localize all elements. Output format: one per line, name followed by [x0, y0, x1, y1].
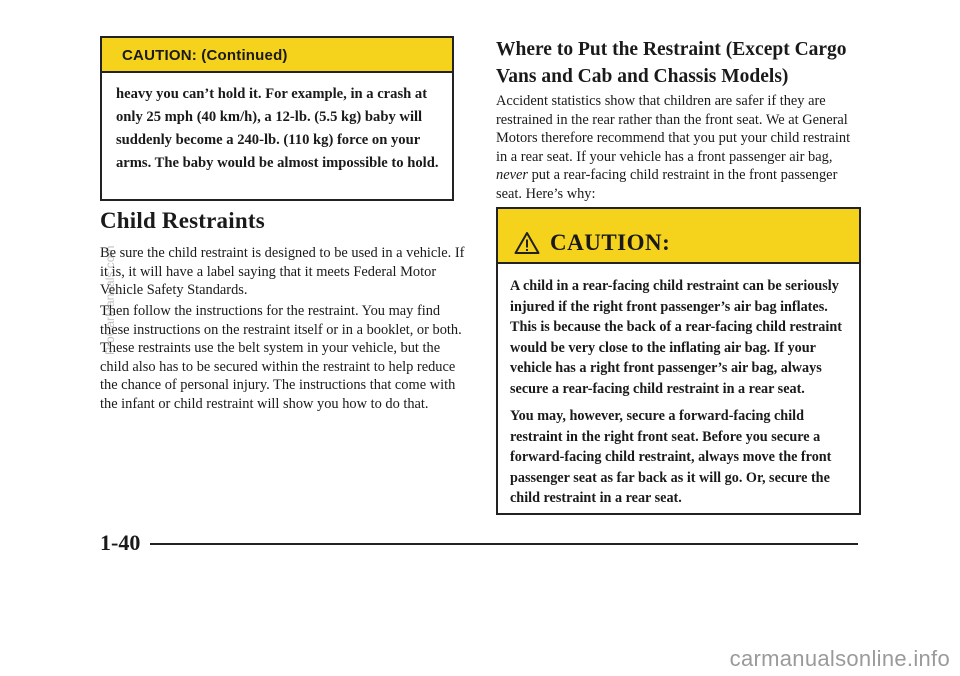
- section-heading-child-restraints: Child Restraints: [100, 208, 265, 233]
- caution-box: [496, 207, 861, 515]
- footer-rule: [150, 543, 858, 545]
- paragraph-text-start: Accident statistics show that children are safer if they are restrained in the rear rather than the front seat. We at General Motors therefore recommend that you put your child restraint in a rear seat. If your vehicle has a front passenger air bag,: [496, 93, 851, 165]
- section-heading-where-to-put: Where to Put the Restraint (Except Cargo Vans and Cab and Chassis Models): [496, 39, 847, 87]
- paragraph-instructions: Then follow the instructions for the restraint. You may find these instructions on the restraint itself or in a booklet, or both. These restraints use the belt system in your vehicle, but the child also has to be secured within the restraint to help reduce the chance of personal injury. The instructions that come with the infant or child restraint will show you how to do that.: [100, 303, 462, 412]
- paragraph-accident-statistics: [496, 92, 864, 204]
- caution-title: CAUTION:: [550, 229, 671, 255]
- caution-paragraph-rear-facing: A child in a rear-facing child restraint can be seriously injured if the right front passenger’s air bag inflates. This is because the back of a rear-facing child restraint would be very close to the inflating air bag. If your vehicle has a right front passenger’s air bag, always secure a rear-facing child restraint in a rear seat.: [510, 278, 842, 397]
- caution-header: [498, 209, 859, 264]
- caution-body: [498, 264, 859, 509]
- bottom-watermark: carmanualsonline.info: [729, 646, 950, 671]
- paragraph-text-end: put a rear-facing child restraint in the front passenger seat. Here’s why:: [496, 167, 838, 202]
- paragraph-label-standards: Be sure the child restraint is designed to be used in a vehicle. If it is, it will have a label saying that it meets Federal Motor Vehicle Safety Standards.: [100, 245, 465, 299]
- emphasis-never: never: [496, 167, 528, 184]
- caution-continued-body: heavy you can’t hold it. For example, in a crash at only 25 mph (40 km/h), a 12-lb. (5.5 kg) baby will suddenly become a 240-lb. (110 kg) force on your arms. The baby would be almost impossible to hold.: [116, 86, 439, 171]
- caution-paragraph-forward-facing: You may, however, secure a forward-facing child restraint in the right front seat. Before you secure a forward-facing child restraint, always move the front passenger seat as far back as it will go. Or, secure the child restraint in a rear seat.: [510, 408, 832, 506]
- side-watermark: ProCarManuals.com: [103, 245, 117, 355]
- page-number: 1-40: [100, 530, 141, 555]
- caution-continued-header: CAUTION: (Continued): [102, 38, 452, 73]
- caution-continued-box: [100, 36, 454, 201]
- warning-triangle-icon: [514, 231, 540, 255]
